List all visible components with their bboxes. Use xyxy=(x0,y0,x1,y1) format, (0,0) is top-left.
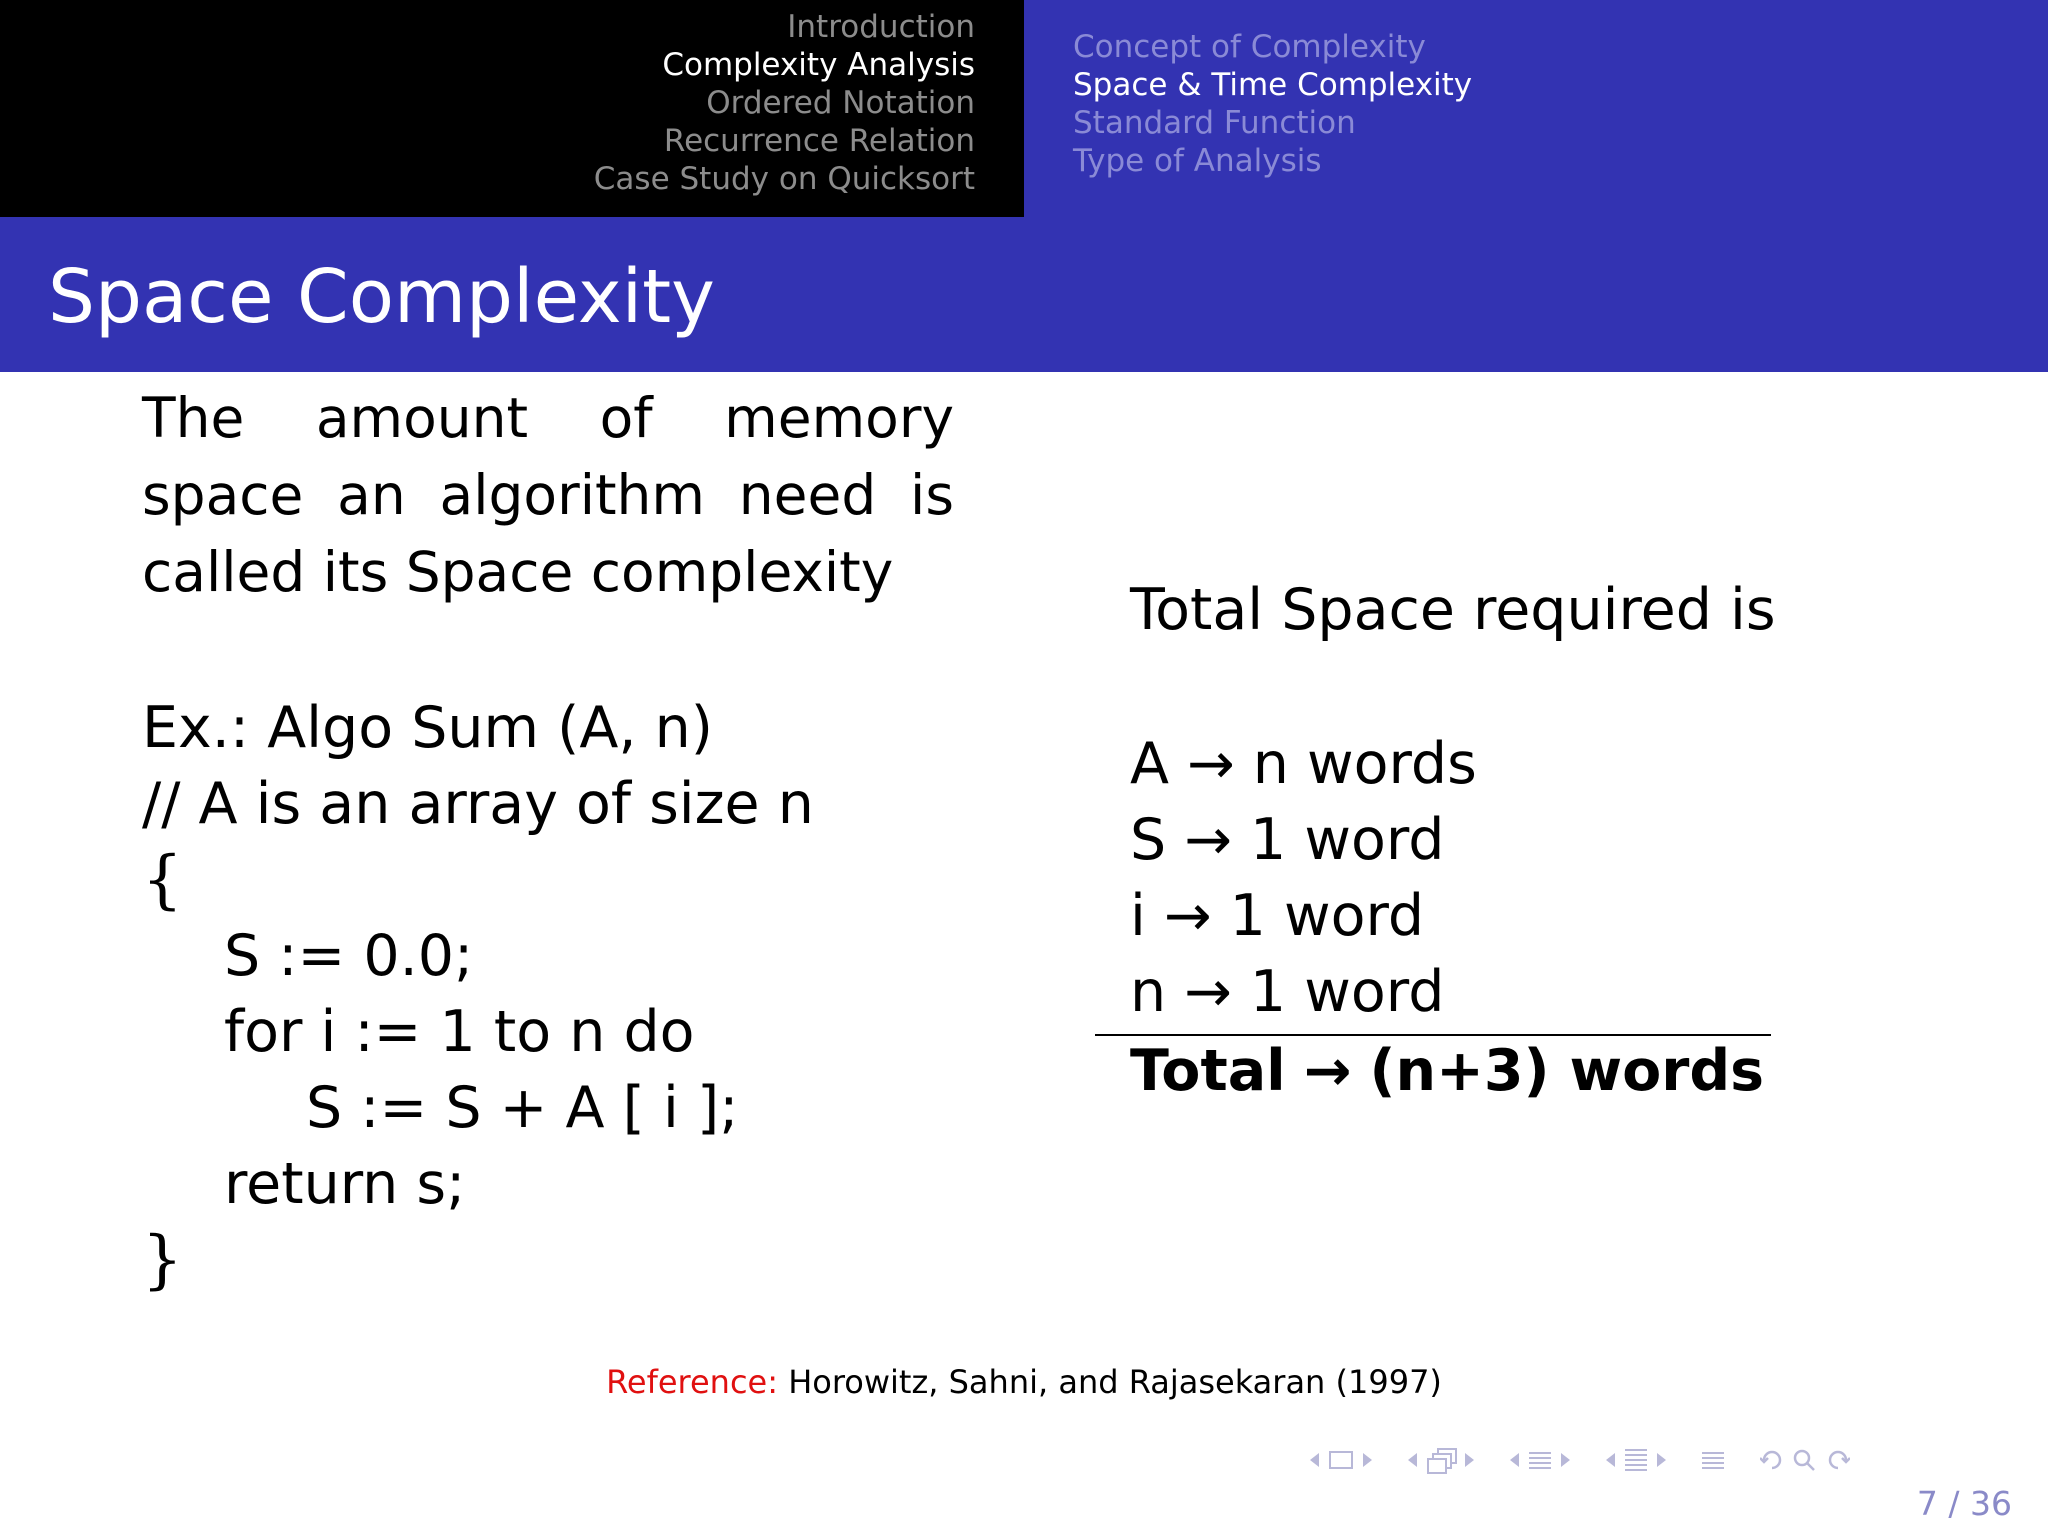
document-icon[interactable] xyxy=(1625,1449,1647,1471)
total-amount: (n+3) words xyxy=(1369,1038,1765,1104)
frame-title: Space Complexity xyxy=(48,254,715,340)
space-amount: n words xyxy=(1252,731,1477,797)
page-number: 7 / 36 xyxy=(1916,1484,2012,1523)
space-row xyxy=(1130,954,1477,1030)
space-row xyxy=(1130,802,1477,878)
arrow-icon: → xyxy=(1303,1038,1352,1104)
search-icon[interactable] xyxy=(1792,1448,1816,1472)
algorithm-example xyxy=(142,690,814,1298)
algo-comment: // A is an array of size n xyxy=(142,771,814,837)
space-var: i xyxy=(1130,883,1146,949)
subsection-icon[interactable] xyxy=(1427,1448,1455,1472)
document-next-icon[interactable] xyxy=(1657,1453,1666,1467)
section-navigation xyxy=(0,0,1024,217)
toc-icon[interactable] xyxy=(1702,1452,1724,1469)
nav-section-complexity-analysis[interactable]: Complexity Analysis xyxy=(662,47,975,83)
nav-section-case-study-quicksort[interactable]: Case Study on Quicksort xyxy=(593,161,975,197)
space-amount: 1 word xyxy=(1249,959,1445,1025)
document-prev-icon[interactable] xyxy=(1606,1453,1615,1467)
section-icon[interactable] xyxy=(1529,1452,1551,1469)
arrow-icon: → xyxy=(1184,807,1232,873)
frame-prev-icon[interactable] xyxy=(1310,1453,1319,1467)
code-line-init: S := 0.0; xyxy=(224,923,474,989)
section-next-icon[interactable] xyxy=(1561,1453,1570,1467)
arrow-icon: → xyxy=(1184,959,1232,1025)
space-row xyxy=(1130,726,1477,802)
code-line-for: for i := 1 to n do xyxy=(224,999,695,1065)
space-var: S xyxy=(1130,807,1167,873)
nav-subsection-type-of-analysis[interactable]: Type of Analysis xyxy=(1073,143,1322,179)
navigation-symbols xyxy=(1310,1440,1848,1480)
space-var: A xyxy=(1130,731,1169,797)
code-line-return: return s; xyxy=(224,1151,466,1217)
reference xyxy=(0,1362,2048,1402)
space-amount: 1 word xyxy=(1229,883,1425,949)
nav-section-recurrence-relation[interactable]: Recurrence Relation xyxy=(663,123,975,159)
frame-title-bar xyxy=(0,217,2048,372)
code-line-sum: S := S + A [ i ]; xyxy=(306,1075,739,1141)
space-breakdown xyxy=(1130,726,1477,1030)
algo-header: Ex.: Algo Sum (A, n) xyxy=(142,695,713,761)
nav-subsection-space-time-complexity[interactable]: Space & Time Complexity xyxy=(1073,67,1473,103)
nav-section-introduction[interactable]: Introduction xyxy=(787,9,975,45)
space-amount: 1 word xyxy=(1249,807,1445,873)
arrow-icon: → xyxy=(1187,731,1235,797)
space-total xyxy=(1130,1033,1764,1109)
subsection-next-icon[interactable] xyxy=(1465,1453,1474,1467)
definition-text: The amount of memory space an algorithm need is called its Space complexity xyxy=(142,386,954,604)
nav-section-ordered-notation[interactable]: Ordered Notation xyxy=(706,85,975,121)
close-brace: } xyxy=(142,1223,183,1297)
frame-icon[interactable] xyxy=(1329,1451,1353,1469)
frame-next-icon[interactable] xyxy=(1363,1453,1372,1467)
nav-subsection-concept-of-complexity[interactable]: Concept of Complexity xyxy=(1073,29,1426,65)
space-row xyxy=(1130,878,1477,954)
space-var: n xyxy=(1130,959,1167,1025)
subsection-prev-icon[interactable] xyxy=(1408,1453,1417,1467)
back-icon[interactable] xyxy=(1760,1448,1784,1472)
total-label: Total xyxy=(1130,1038,1286,1104)
section-prev-icon[interactable] xyxy=(1510,1453,1519,1467)
subsection-navigation xyxy=(1024,0,2048,217)
forward-icon[interactable] xyxy=(1824,1448,1848,1472)
arrow-icon: → xyxy=(1163,883,1212,949)
reference-citation[interactable]: Horowitz, Sahni, and Rajasekaran (1997) xyxy=(788,1363,1442,1401)
reference-label: Reference: xyxy=(606,1363,779,1401)
nav-subsection-standard-function[interactable]: Standard Function xyxy=(1073,105,1356,141)
space-intro: Total Space required is xyxy=(1130,577,1776,643)
open-brace: { xyxy=(142,843,183,917)
